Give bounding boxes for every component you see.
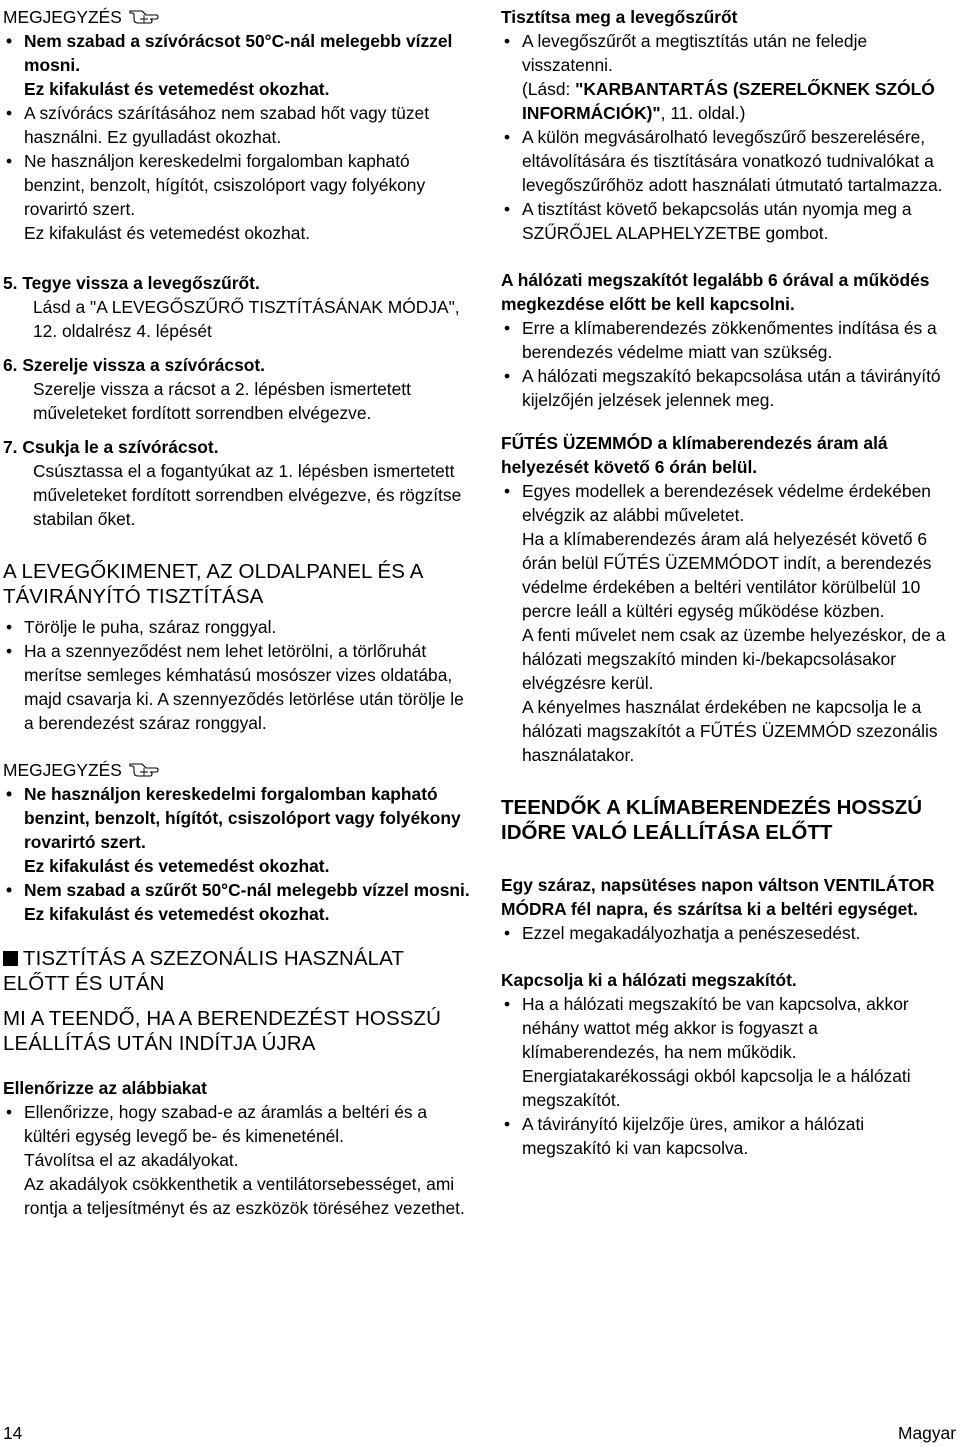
breaker-item: • A hálózati megszakító bekapcsolása után a távirányító kijelzőjén jelzések jelennek meg.	[501, 364, 956, 412]
pointing-hand-icon	[128, 760, 160, 780]
off-list	[501, 992, 956, 1160]
dry-title: Egy száraz, napsütéses napon váltson VENTILÁTOR MÓDRA fél napra, és szárítsa ki a beltéri egységet.	[501, 875, 935, 919]
step-5	[3, 271, 473, 343]
step-6	[3, 353, 473, 425]
off-item: • A távirányító kijelzője üres, amikor a hálózati megszakító ki van kapcsolva.	[501, 1112, 956, 1160]
note-title: MEGJEGYZÉS	[3, 760, 122, 780]
filter-list	[501, 29, 956, 245]
note2-item-text: Nem szabad a szűrőt 50°C-nál melegebb vízzel mosni. Ez kifakulást és vetemedést okozhat.	[24, 880, 470, 924]
step-body: Csúsztassa el a fogantyúkat az 1. lépésben ismertetett műveleteket fordított sorrendben elvégezve, és rögzítse stabilan őket.	[33, 461, 462, 529]
note2-item-text: Ez kifakulást és vetemedést okozhat.	[24, 856, 330, 876]
breaker-item: • Erre a klímaberendezés zökkenőmentes indítása és a berendezés védelme miatt van szükség.	[501, 316, 956, 364]
note1-item	[3, 29, 473, 101]
section1-item: • Ha a szennyeződést nem lehet letörölni, a törlőruhát merítse semleges kémhatású mosószer vizes oldatába, majd csavarja ki. A szennyeződés letörlése után törölje le a berendezést száraz ronggyal.	[3, 639, 473, 735]
off-title: Kapcsolja ki a hálózati megszakítót.	[501, 970, 797, 990]
heat-item: • Egyes modellek a berendezések védelme érdekében elvégzik az alábbi műveletet.	[501, 479, 956, 527]
note2-item-text: Ne használjon kereskedelmi forgalomban kapható benzint, benzolt, hígítót, csiszolóport vagy folyékony rovarirtó szert.	[24, 784, 461, 852]
filter-ref-suffix: , 11. oldal.)	[660, 103, 746, 123]
note1-list-regular	[3, 101, 473, 245]
breaker-title: A hálózati megszakítót legalább 6 órával a működés megkezdése előtt be kell kapcsolni.	[501, 270, 930, 314]
filter-item	[501, 29, 956, 125]
note1-list	[3, 29, 473, 101]
filter-item: • A tisztítást követő bekapcsolás után nyomja meg a SZŰRŐJEL ALAPHELYZETBE gombot.	[501, 197, 956, 245]
off-item-text: Energiatakarékossági okból kapcsolja le a hálózati megszakítót.	[522, 1066, 911, 1110]
note2-item	[3, 878, 473, 926]
check-continuation: Távolítsa el az akadályokat.	[24, 1150, 239, 1170]
note1-item-text: Ne használjon kereskedelmi forgalomban kapható benzint, benzolt, hígítót, csiszolóport vagy folyékony rovarirtó szert.	[24, 151, 426, 219]
filter-item-text: A levegőszűrőt a megtisztítás után ne feledje visszatenni.	[522, 31, 868, 75]
note-heading	[3, 758, 473, 782]
step-title: 7. Csukja le a szívórácsot.	[3, 437, 219, 457]
note2-list	[3, 782, 473, 926]
filter-ref-title: "KARBANTARTÁS (SZERELŐKNEK SZÓLÓ INFORMÁCIÓK)"	[522, 79, 935, 123]
filter-ref-prefix: (Lásd:	[522, 79, 576, 99]
heat-continuation: A kényelmes használat érdekében ne kapcsolja le a hálózati magszakítót a FŰTÉS ÜZEMMÓD szezonális használatakor.	[522, 697, 938, 765]
note1-item-text: Ez kifakulást és vetemedést okozhat.	[24, 223, 311, 243]
note2-item	[3, 782, 473, 878]
section-title-seasonal-cleaning	[3, 946, 453, 996]
note-title: MEGJEGYZÉS	[3, 7, 122, 27]
step-7	[3, 435, 473, 531]
step-title: 6. Szerelje vissza a szívórácsot.	[3, 355, 265, 375]
heat-continuation: Ha a klímaberendezés áram alá helyezését követő 6 órán belül FŰTÉS ÜZEMMÓDOT indít, a berendezés védelme érdekében a beltéri ventilátor körülbelül 10 percre leáll a kültéri egység működése közben.	[522, 529, 932, 621]
off-item	[501, 992, 956, 1112]
long-shutdown-title: TEENDŐK A KLÍMABERENDEZÉS HOSSZÚ IDŐRE VALÓ LEÁLLÍTÁSA ELŐTT	[501, 796, 923, 844]
check-continuation: Az akadályok csökkenthetik a ventilátorsebességet, ami rontja a teljesítményt és az eszközök töréséhez vezethet.	[24, 1174, 465, 1218]
section-title-cleaning-outlet: A LEVEGŐKIMENET, AZ OLDALPANEL ÉS A TÁVIRÁNYÍTÓ TISZTÍTÁSA	[3, 560, 423, 608]
heat-continuation: A fenti művelet nem csak az üzembe helyezéskor, de a hálózati megszakító minden ki-/bekapcsolásakor elvégzésre kerül.	[522, 625, 946, 693]
dry-item: • Ezzel megakadályozhatja a penészesedést.	[501, 921, 956, 945]
section1-list	[3, 615, 473, 735]
check-list	[3, 1100, 473, 1148]
step-body: Lásd a "A LEVEGŐSZŰRŐ TISZTÍTÁSÁNAK MÓDJA", 12. oldalrész 4. lépését	[33, 297, 460, 341]
section1-item: • Törölje le puha, száraz ronggyal.	[3, 615, 473, 639]
filter-title: Tisztítsa meg a levegőszűrőt	[501, 7, 738, 27]
step-title: 5. Tegye vissza a levegőszűrőt.	[3, 273, 260, 293]
note1-item	[3, 101, 473, 149]
note1-item-text: Nem szabad a szívórácsot 50°C-nál melegebb vízzel mosni.	[24, 31, 453, 75]
pointing-hand-icon	[128, 7, 160, 27]
page-number: 14	[3, 1423, 23, 1443]
note1-item	[3, 149, 473, 245]
breaker-list	[501, 316, 956, 412]
section-title-text: TISZTÍTÁS A SZEZONÁLIS HASZNÁLAT ELŐTT ÉS UTÁN	[3, 947, 404, 995]
check-title: Ellenőrizze az alábbiakat	[3, 1078, 207, 1098]
note1-item-text: A szívórács szárításához nem szabad hőt vagy tüzet használni. Ez gyulladást okozhat.	[24, 103, 430, 147]
dry-list	[501, 921, 956, 945]
page-footer	[3, 1421, 956, 1445]
heat-list	[501, 479, 956, 527]
filter-item: • A külön megvásárolható levegőszűrő beszerelésére, eltávolítására és tisztítására vonatkozó tudnivalókat a levegőszűrőhöz adott használati útmutató tartalmazza.	[501, 125, 956, 197]
section-title-restart: MI A TEENDŐ, HA A BERENDEZÉST HOSSZÚ LEÁLLÍTÁS UTÁN INDÍTJA ÚJRA	[3, 1007, 442, 1055]
footer-language: Magyar	[898, 1423, 956, 1443]
right-column	[501, 5, 956, 1160]
off-item-text: Ha a hálózati megszakító be van kapcsolva, akkor néhány wattot még akkor is fogyaszt a klímaberendezés, ha nem működik.	[522, 994, 909, 1062]
heat-title: FŰTÉS ÜZEMMÓD a klímaberendezés áram alá helyezését követő 6 órán belül.	[501, 433, 888, 477]
step-body: Szerelje vissza a rácsot a 2. lépésben ismertetett műveleteket fordított sorrendben elvégezve.	[33, 379, 411, 423]
check-item: • Ellenőrizze, hogy szabad-e az áramlás a beltéri és a kültéri egység levegő be- és kimeneténél.	[3, 1100, 473, 1148]
note-heading	[3, 5, 473, 29]
note1-item-text: Ez kifakulást és vetemedést okozhat.	[24, 79, 330, 99]
left-column	[3, 5, 473, 1220]
square-bullet-icon	[3, 951, 18, 966]
